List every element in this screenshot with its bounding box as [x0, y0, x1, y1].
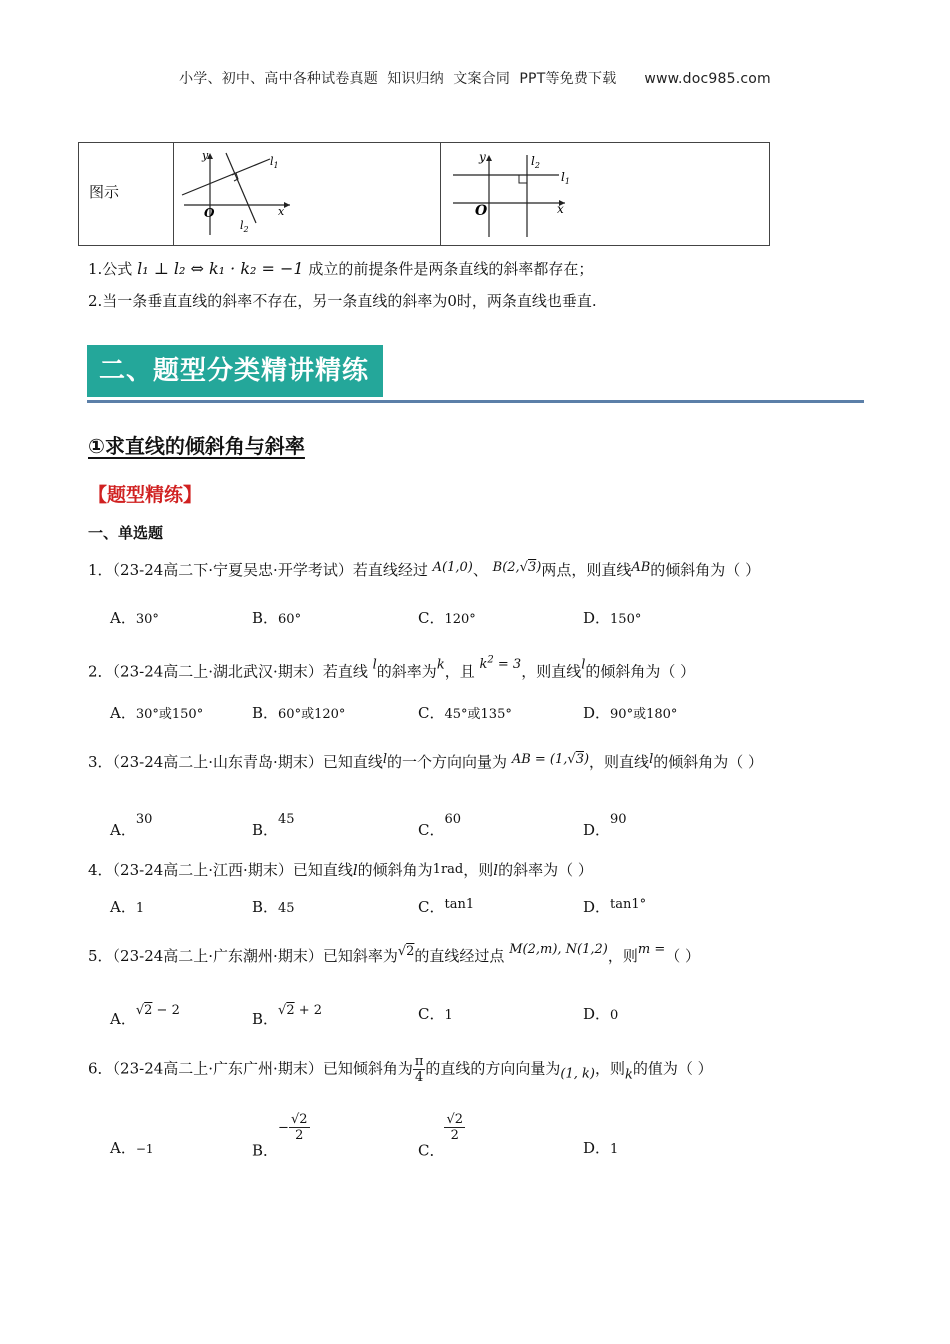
option-label: B．: [252, 609, 279, 627]
fraction-numerator: √2: [446, 1112, 464, 1127]
svg-text:l1: [270, 155, 279, 170]
slope-k: k: [436, 657, 445, 673]
line-l: l: [581, 657, 586, 673]
option-value: 120°: [444, 612, 476, 627]
question-stem: ，则: [594, 1059, 625, 1078]
option-label: C．: [418, 1005, 445, 1023]
option-label: C．: [418, 704, 445, 722]
q6-option-a: [110, 1137, 154, 1158]
fraction-denominator: 2: [295, 1128, 304, 1143]
x-axis-label-2: x: [557, 202, 564, 216]
q3-option-a: [110, 812, 152, 840]
q5-option-c: [418, 1003, 453, 1024]
question-stem: ，则直线: [521, 662, 582, 681]
slope-exponent: 2: [487, 655, 494, 666]
question-number: 6．: [88, 1059, 113, 1078]
question-stem: 的一个方向向量为: [387, 753, 508, 771]
left-diagram-cell: [174, 143, 441, 245]
q6-option-c: [418, 1112, 465, 1161]
q6-option-b: [252, 1112, 310, 1161]
separator: 、: [472, 561, 488, 579]
angle-fraction: [413, 1054, 426, 1085]
question-source: （23-24高二上·广东广州·期末）: [112, 1059, 323, 1078]
option-radicand: 2: [144, 1003, 153, 1018]
option-value: 150°: [610, 612, 642, 627]
q4-option-b: [252, 896, 295, 917]
point-a: A(1,0): [432, 560, 473, 575]
option-label: D．: [583, 1005, 611, 1023]
question-number: 3．: [88, 753, 113, 771]
option-label: C．: [418, 821, 445, 839]
question-stem: 两点，则直线: [541, 561, 632, 579]
x-axis-label: x: [278, 205, 285, 218]
option-label: B．: [252, 1141, 279, 1160]
question-2: [88, 655, 695, 681]
option-value: 60°: [278, 612, 302, 627]
option-label: A．: [110, 704, 136, 722]
points-m-n: M(2,m), N(1,2): [509, 942, 608, 957]
option-label: B．: [252, 898, 279, 916]
q3-option-d: [583, 812, 627, 840]
y-axis-label: y: [202, 149, 209, 162]
l2-subscript-2: 2: [534, 161, 540, 170]
practice-heading: 【题型精练】: [88, 484, 203, 506]
q6-option-d: [583, 1137, 618, 1158]
question-source: （23-24高二下·宁夏吴忠·开学考试）: [112, 561, 353, 579]
option-value: √2 − 2: [135, 1003, 180, 1018]
perpendicular-formula: l₁ ⊥ l₂ ⇔ k₁ · k₂ = −1: [137, 259, 304, 278]
question-5: [88, 942, 700, 966]
question-number: 1．: [88, 561, 113, 579]
line-l: l: [493, 861, 499, 879]
q2-option-a: [110, 702, 203, 723]
origin-label-2: O: [475, 203, 488, 219]
point-b-prefix: B(2,: [492, 560, 520, 575]
svg-text:l2: [240, 219, 249, 234]
question-stem: 的直线经过点: [414, 947, 505, 965]
y-axis-label-2: y: [479, 150, 486, 164]
option-value: −1: [135, 1142, 154, 1156]
question-1: [88, 559, 760, 580]
slope-root: √2: [397, 944, 415, 959]
figure-label: 图示: [89, 183, 120, 201]
option-fraction: [289, 1112, 310, 1143]
note-1: [88, 258, 593, 279]
direction-vector: AB = (1,√3): [511, 752, 590, 767]
option-value: 1: [610, 1142, 619, 1157]
option-value: 1: [135, 901, 145, 916]
direction-vector: (1, k): [560, 1066, 595, 1082]
figure-table: [78, 142, 770, 246]
option-value: 90: [610, 812, 627, 827]
vector-radicand: 3: [575, 752, 584, 767]
q3-option-c: [418, 812, 461, 840]
option-sign: −: [278, 1120, 289, 1136]
option-value: tan1: [444, 897, 475, 912]
line-l: l: [382, 752, 388, 767]
slope-equals: = 3: [493, 657, 522, 673]
question-stem: 的斜率为: [376, 662, 437, 681]
question-source: （23-24高二上·广东潮州·期末）: [112, 947, 323, 965]
option-value: 1: [444, 1008, 453, 1023]
q2-option-b: [252, 702, 345, 723]
question-stem: 已知直线: [322, 753, 383, 771]
option-value: √2 + 2: [278, 1003, 323, 1018]
axis-aligned-perpendicular-diagram: [441, 143, 769, 245]
question-stem: 若直线: [322, 662, 368, 681]
option-label: D．: [583, 704, 611, 722]
option-label: D．: [583, 821, 611, 839]
question-stem: 的倾斜角为（ ）: [650, 561, 761, 579]
q1-option-d: [583, 607, 641, 628]
q3-option-b: [252, 812, 295, 840]
slope-equation: [480, 657, 522, 672]
line-l: l: [649, 752, 654, 767]
question-stem: ，则直线: [589, 753, 650, 771]
question-source: （23-24高二上·江西·期末）: [112, 861, 293, 879]
option-fraction: [444, 1112, 465, 1143]
question-number: 2．: [88, 662, 113, 681]
vector-prefix: AB = (1,: [511, 752, 568, 767]
question-source: （23-24高二上·湖北武汉·期末）: [112, 662, 323, 681]
option-label: C．: [418, 1141, 445, 1160]
question-stem: ，且: [444, 662, 475, 681]
fraction-numerator: √2: [290, 1112, 308, 1127]
fraction-numerator: π: [414, 1054, 424, 1069]
option-label: A．: [110, 898, 136, 916]
option-tail: + 2: [294, 1003, 323, 1018]
oblique-perpendicular-diagram: [174, 143, 440, 245]
l1-label: l: [270, 155, 274, 168]
question-stem: 已知倾斜角为: [322, 1059, 413, 1078]
question-number: 4．: [88, 861, 113, 879]
line-l: l: [352, 861, 358, 879]
single-choice-heading: 一、单选题: [88, 524, 164, 542]
slope-radicand: 2: [406, 944, 415, 959]
note-2: 2.当一条垂直直线的斜率不存在，另一条直线的斜率为0时，两条直线也垂直.: [88, 292, 597, 310]
question-stem: 的值为（ ）: [632, 1059, 713, 1078]
page-header: 小学、初中、高中各种试卷真题 知识归纳 文案合同 PPT等免费下载 www.doc985.com: [179, 71, 771, 87]
l2-label-2: l: [531, 154, 535, 168]
option-value: tan1°: [610, 897, 647, 912]
question-stem: （ ）: [665, 947, 701, 965]
l2-subscript: 2: [243, 225, 249, 234]
question-stem: 的倾斜角为: [357, 861, 433, 879]
option-radicand: 2: [286, 1003, 295, 1018]
angle-value: 1rad: [432, 862, 464, 877]
question-stem: 的倾斜角为（ ）: [653, 753, 764, 771]
note-1-suffix: 成立的前提条件是两条直线的斜率都存在；: [308, 260, 594, 278]
line-l: l: [372, 657, 377, 673]
section-divider: [87, 400, 864, 403]
svg-text:l1: [561, 170, 570, 186]
q1-option-c: [418, 607, 476, 628]
point-b-radicand: 3: [527, 560, 537, 575]
option-value: 45°或135°: [444, 707, 512, 722]
vector-suffix: ): [583, 752, 590, 767]
right-diagram-cell: [441, 143, 769, 245]
option-value: 45: [278, 901, 295, 916]
option-tail: − 2: [152, 1003, 180, 1018]
question-stem: 的直线的方向向量为: [425, 1059, 561, 1078]
question-stem: ，则: [607, 947, 638, 965]
question-stem: 若直线经过: [352, 561, 428, 579]
option-label: D．: [583, 1139, 611, 1157]
fraction-denominator: 4: [414, 1070, 424, 1085]
q5-option-b: [252, 1003, 322, 1029]
option-value: 90°或180°: [610, 707, 678, 722]
option-value: 30°或150°: [135, 707, 204, 722]
q1-option-b: [252, 607, 301, 628]
option-value: 30: [135, 812, 153, 827]
fraction-denominator: 2: [450, 1128, 459, 1143]
point-b: B(2,√3): [492, 560, 542, 575]
origin-label: O: [204, 206, 215, 220]
q4-option-c: [418, 896, 474, 917]
q5-option-a: [110, 1003, 180, 1029]
option-value: 60: [444, 812, 462, 827]
option-value: 60°或120°: [278, 707, 346, 722]
option-label: A．: [110, 1010, 136, 1028]
option-label: A．: [110, 1139, 136, 1157]
option-label: D．: [583, 898, 611, 916]
q4-option-d: [583, 896, 646, 917]
option-label: D．: [583, 609, 611, 627]
l1-subscript: 1: [273, 161, 279, 170]
option-label: B．: [252, 821, 279, 839]
question-stem: ，则: [463, 861, 494, 879]
question-stem: 已知斜率为: [322, 947, 398, 965]
line-ab: AB: [631, 560, 651, 575]
option-label: B．: [252, 704, 279, 722]
point-b-suffix: ): [536, 560, 542, 575]
q2-option-c: [418, 702, 512, 723]
option-label: C．: [418, 898, 445, 916]
q4-option-a: [110, 896, 144, 917]
question-stem: 的斜率为（ ）: [498, 861, 593, 879]
topic-title: ①求直线的倾斜角与斜率: [88, 434, 305, 458]
q1-option-a: [110, 607, 159, 628]
question-3: [88, 751, 763, 772]
question-4: [88, 859, 593, 880]
option-label: B．: [252, 1010, 279, 1028]
svg-text:l2: [531, 154, 540, 170]
l1-label-2: l: [561, 170, 565, 184]
option-value: 30°: [135, 612, 159, 627]
figure-label-cell: [79, 143, 174, 245]
l1-subscript-2: 1: [564, 177, 570, 186]
m-equals: m =: [637, 942, 666, 957]
question-6: [88, 1054, 713, 1085]
section-banner: 二、题型分类精讲精练: [87, 345, 383, 397]
option-value: 45: [278, 812, 295, 827]
question-source: （23-24高二上·山东青岛·期末）: [112, 753, 323, 771]
question-stem: 已知直线: [292, 861, 353, 879]
option-label: A．: [110, 821, 136, 839]
option-label: A．: [110, 609, 136, 627]
variable-k: k: [624, 1067, 633, 1083]
question-number: 5．: [88, 947, 113, 965]
note-1-prefix: 1.公式: [88, 260, 133, 278]
q5-option-d: [583, 1003, 618, 1024]
question-stem: 的倾斜角为（ ）: [585, 662, 696, 681]
slope-base: k: [479, 657, 488, 673]
option-value: 0: [610, 1008, 619, 1023]
l2-label: l: [240, 219, 244, 232]
q2-option-d: [583, 702, 677, 723]
option-label: C．: [418, 609, 445, 627]
